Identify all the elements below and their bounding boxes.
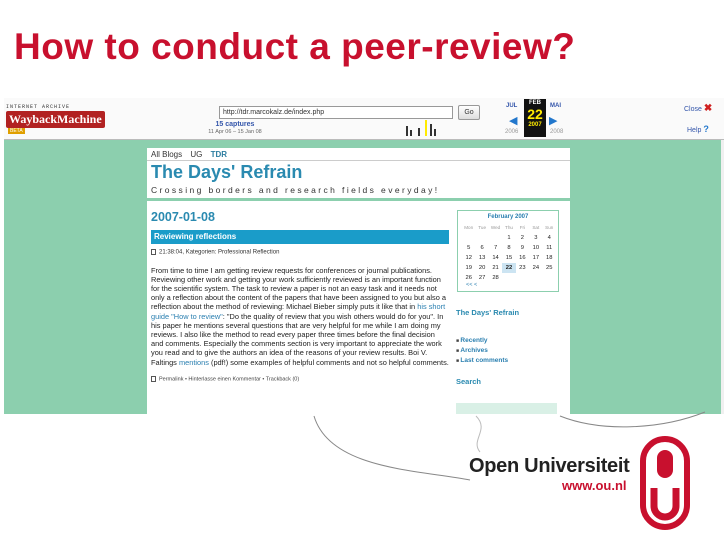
sparkline-bar [418,128,420,136]
calendar-day [502,273,515,283]
current-year: 2007 [528,122,542,128]
help-button[interactable] [687,124,709,134]
calendar-week [462,243,556,253]
blog-subtitle: Crossing borders and research fields everyday! [151,185,440,195]
calendar-weekday: Fri [519,225,526,230]
sparkline-bar [406,126,408,136]
post-date: 2007-01-08 [151,210,215,224]
calendar-week [462,253,556,263]
calendar-day[interactable]: 1 [507,235,511,241]
calendar-nav[interactable]: << < [466,282,478,288]
capture-sparkline[interactable] [272,118,502,136]
sparkline-bar [430,124,432,136]
calendar-day [516,273,529,283]
calendar-weekday: Sun [545,225,554,230]
post-footer [151,376,449,382]
calendar-day[interactable]: 3 [534,235,538,241]
calendar-day[interactable]: 15 [505,255,513,261]
help-icon: ? [703,124,709,134]
sidebar-link-archives[interactable]: ■ Archives [456,346,508,356]
wayback-logo-main: WaybackMachine [6,111,105,128]
calendar-day[interactable]: 26 [465,275,472,281]
calendar-day[interactable]: 16 [519,255,526,261]
post-meta-text: 21:38:04, Kategorien: Professional Reflection [159,249,280,256]
calendar-day[interactable]: 23 [519,265,526,271]
blog-nav [151,150,233,159]
calendar-day[interactable]: 11 [546,245,553,251]
brand-name: Open Universiteit [469,455,630,477]
document-icon [151,249,156,255]
calendar-day[interactable]: 17 [532,255,540,261]
document-icon [151,376,156,382]
calendar-day[interactable]: 24 [532,265,540,271]
calendar-day[interactable]: 2 [520,235,525,241]
callout-line-left [314,416,470,480]
url-input[interactable]: http://tdr.marcokalz.de/index.php [219,106,453,119]
calendar-day[interactable]: 22 [502,263,515,273]
calendar-day [489,233,502,243]
calendar-week [462,233,556,243]
sparkline-bar [410,130,412,136]
next-year[interactable]: 2008 [550,129,564,135]
captures-info[interactable] [204,121,266,135]
slide-title: How to conduct a peer-review? [14,26,576,67]
calendar-day[interactable]: 5 [467,245,471,251]
wayback-logo-badge: BETA [10,128,23,134]
sparkline-bar [434,129,436,136]
sidebar-link-recently[interactable]: ■ Recently [456,336,508,346]
calendar-day[interactable]: 10 [532,245,540,251]
current-day: 22 [527,106,543,122]
calendar-weekday: Sat [532,225,540,230]
logo-u [654,488,676,517]
calendar-day[interactable]: 13 [478,255,486,261]
calendar [457,210,559,292]
calendar-day[interactable]: 25 [546,265,553,271]
calendar-day[interactable]: 20 [478,265,486,271]
go-button[interactable]: Go [458,105,480,120]
calendar-weekday: Wed [490,225,501,230]
calendar-day[interactable]: 12 [465,255,472,261]
prev-year[interactable]: 2006 [505,129,519,135]
blog-title[interactable]: The Days' Refrain [151,162,303,182]
calendar-day [543,273,556,283]
post-meta [151,249,449,256]
nav-item-all-blogs[interactable]: All Blogs [151,150,183,159]
captures-range: 11 Apr 06 – 15 Jan 08 [208,129,262,135]
next-month[interactable]: MAI [550,103,561,109]
blog-post [151,206,449,414]
captures-count[interactable]: 15 captures [215,121,255,128]
calendar-weekday: Mon [464,225,474,230]
post-footer-links[interactable]: Permalink • Hinterlasse einen Kommentar • Trackback (0) [159,376,300,383]
calendar-day[interactable]: 21 [492,265,499,271]
prev-month[interactable]: JUL [506,103,518,109]
mentions-link[interactable]: mentions [178,357,209,367]
current-capture [524,99,546,137]
calendar-week [462,263,556,273]
calendar-day[interactable]: 18 [546,255,553,261]
guide-link[interactable]: his short guide "How to review" [151,302,446,321]
help-label: Help [687,127,702,134]
prev-capture-arrow-icon[interactable]: ◀ [509,115,518,127]
calendar-day[interactable]: 6 [480,245,484,251]
calendar-weekday: Thu [505,225,513,230]
wayback-logo-top: INTERNET ARCHIVE [6,104,71,110]
close-button[interactable] [684,103,712,114]
post-body-text: (pdf!) some examples of helpful comments and not so helpful comments. [208,357,449,367]
calendar-day[interactable]: 8 [507,245,511,251]
sidebar-link-last-comments[interactable]: ■ Last comments [456,356,508,366]
next-capture-arrow-icon[interactable]: ▶ [549,115,558,127]
calendar-day[interactable]: 9 [520,245,525,251]
calendar-weekday: Tue [478,225,486,230]
open-universiteit-logo [640,436,690,530]
brand-url[interactable]: www.ou.nl [562,478,627,493]
nav-item-tdr[interactable]: TDR [210,150,228,159]
sparkline-highlight [425,120,427,136]
calendar-day[interactable]: 7 [493,245,498,251]
sidebar-heading: The Days' Refrain [456,308,520,317]
current-month: FEB [529,100,541,106]
callout-line-right [560,412,705,427]
calendar-day[interactable]: 14 [492,255,499,261]
post-body [151,266,449,367]
post-body-text: : "Do the quality of review that you wish others would do for you". In his paper he mentions several questions that are very helpful for me while I am doing my reviews. I also like the method to read every paper three times before the final decision and comments. Especially the comments section is very important to appreciate the work you read and to give the authors an idea of the reasons of your review results. Boi V. Faltings [151,311,444,367]
wayback-toolbar [4,98,724,140]
sidebar-links [456,336,508,366]
embedded-screenshot [4,98,724,414]
nav-item-ug[interactable]: UG [190,150,203,159]
search-heading: Search [456,377,482,386]
calendar-grid [462,223,556,283]
calendar-title: February 2007 [487,214,529,220]
scrollbar[interactable] [721,140,724,414]
search-input[interactable] [456,403,557,414]
close-icon: ✖ [703,103,713,114]
callout-line-mid [476,416,481,452]
calendar-day[interactable]: 27 [478,275,486,281]
close-label: Close [684,106,702,113]
header-divider [147,198,570,201]
calendar-day [462,233,475,243]
blog-page [147,148,570,414]
calendar-day [529,273,542,283]
calendar-day[interactable]: 28 [492,275,499,281]
wayback-logo[interactable] [6,104,102,134]
divider [147,160,570,161]
calendar-day[interactable]: 19 [465,265,472,271]
calendar-day [475,233,488,243]
post-title[interactable]: Reviewing reflections [151,230,449,244]
post-body-text: From time to time I am getting review requests for conferences or journal publications. Reviewing other work and getting your work sufficiently reviewed is an important function for the scientific system. The task to review a paper is not an easy task and it needs not only a reflection about the content of the papers that have been assigned to you but also a reflection about the method of reviewing: Michael Bieber simply puts it like that in [151,265,447,312]
sidebar [455,206,570,414]
calendar-weekday-row [462,223,556,233]
logo-o [657,450,673,478]
calendar-day[interactable]: 4 [547,235,551,241]
